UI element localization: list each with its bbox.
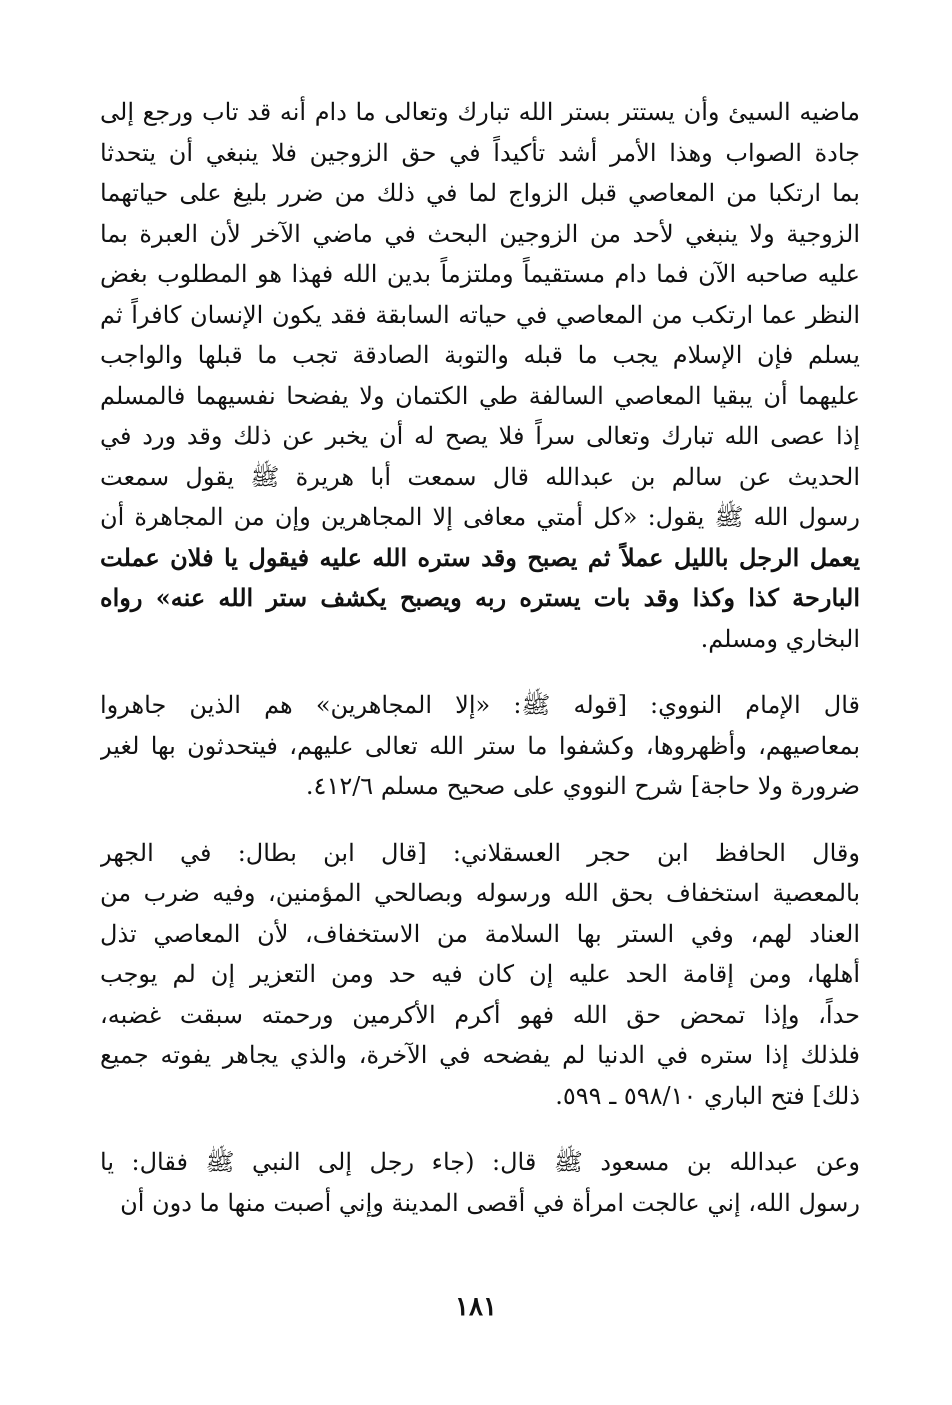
text-line: إذا عصى الله تبارك وتعالى سراً فلا يصح له أن يخبر عن ذلك وقد ورد في — [100, 422, 860, 450]
text-line: حداً، وإذا تمحض حق الله فهو أكرم الأكرمين ورحمته سبقت غضبه، — [100, 1000, 860, 1029]
text-line: البارحة كذا وكذا وقد بات يستره ربه ويصبح يكشف ستر الله عنه» رواه — [100, 583, 860, 612]
text-line: العناد لهم، وفي الستر بها السلامة من الاستخفاف، لأن المعاصي تذل — [100, 919, 860, 948]
text-line: أهلها، ومن إقامة الحد عليه إن كان فيه حد ومن التعزير إن لم يوجب — [100, 960, 860, 988]
text-line: عليهما أن يبقيا المعاصي السالفة طي الكتمان ولا يفضحا نفسيهما فالمسلم — [100, 381, 860, 410]
page-number: ١٨١ — [455, 1292, 497, 1322]
text-line: ماضيه السيئ وأن يستتر بستر الله تبارك وتعالى ما دام أنه قد تاب ورجع إلى — [100, 98, 860, 126]
text-line: النظر عما ارتكب من المعاصي في حياته السابقة فقد يكون الإنسان كافراً ثم — [100, 300, 860, 329]
text-line: قال الإمام النووي: [قوله ﷺ: «إلا المجاهرين» هم الذين جاهروا — [100, 691, 860, 719]
text-line: يسلم فإن الإسلام يجب ما قبله والتوبة الصادقة تجب ما قبلها والواجب — [100, 341, 860, 369]
text-line: رسول الله، إني عالجت امرأة في أقصى المدينة وإني أصبت منها ما دون أن — [120, 1188, 860, 1217]
text-line: فلذلك إذا ستره في الدنيا لم يفضحه في الآخرة، والذي يجاهر يفوته جميع — [100, 1041, 860, 1069]
text-line: جادة الصواب وهذا الأمر أشد تأكيداً في حق الزوجين فلا ينبغي أن يتحدثا — [100, 138, 860, 167]
text-line: بالمعصية استخفاف بحق الله ورسوله وبصالحي المؤمنين، وفيه ضرب من — [100, 879, 860, 907]
text-line: يعمل الرجل بالليل عملاً ثم يصبح وقد ستره الله عليه فيقول يا فلان عملت — [100, 542, 860, 572]
text-line: وعن عبدالله بن مسعود ﷺ قال: (جاء رجل إلى النبي ﷺ فقال: يا — [100, 1148, 860, 1176]
text-line: بما ارتكبا من المعاصي قبل الزواج لما في ذلك من ضرر بليغ على حياتهما — [100, 179, 860, 207]
page-body — [100, 92, 860, 1223]
paragraph-3 — [100, 833, 860, 1117]
text-line: وقال الحافظ ابن حجر العسقلاني: [قال ابن بطال: في الجهر — [100, 838, 860, 867]
text-line: ضرورة ولا حاجة] شرح النووي على صحيح مسلم ٤١٢/٦. — [305, 772, 860, 800]
paragraph-1 — [100, 92, 860, 659]
text-line: ذلك] فتح الباري ٥٩٨/١٠ ـ ٥٩٩. — [555, 1081, 860, 1110]
text-line: عليه صاحبه الآن فما دام مستقيماً وملتزماً بدين الله فهذا هو المطلوب بغض — [100, 260, 860, 288]
text-line: الزوجية ولا ينبغي لأحد من الزوجين البحث في ماضي الآخر لأن العبرة بما — [100, 219, 860, 248]
text-line: رسول الله ﷺ يقول: «كل أمتي معافى إلا المجاهرين وإن من المجاهرة أن — [100, 503, 860, 531]
text-line: الحديث عن سالم بن عبدالله قال سمعت أبا هريرة ﷺ يقول سمعت — [100, 462, 860, 491]
paragraph-2 — [100, 685, 860, 807]
text-line: البخاري ومسلم. — [700, 624, 860, 653]
paragraph-4 — [100, 1142, 860, 1223]
text-line: بمعاصيهم، وأظهروها، وكشفوا ما ستر الله تعالى عليهم، فيتحدثون بها لغير — [100, 731, 860, 760]
